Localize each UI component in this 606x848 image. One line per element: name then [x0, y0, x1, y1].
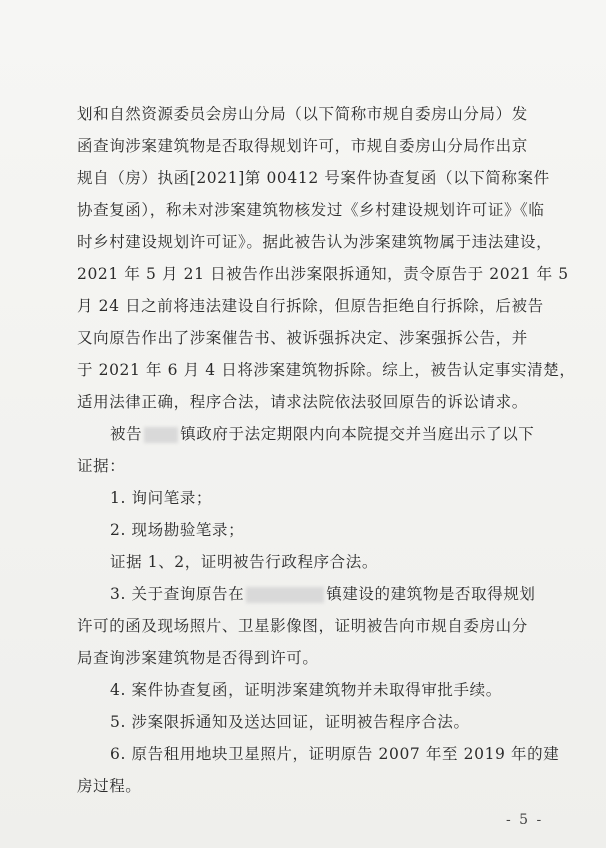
body-line: 2021 年 5 月 21 日被告作出涉案限拆通知，责令原告于 2021 年 5	[77, 265, 569, 283]
redaction-block	[246, 587, 324, 603]
evidence-item-3-suffix: 镇建设的建筑物是否取得规划	[326, 585, 536, 603]
evidence-item: 4. 案件协查复函，证明涉案建筑物并未取得审批手续。	[110, 681, 502, 699]
evidence-intro-suffix: 镇政府于法定期限内向本院提交并当庭出示了以下	[180, 425, 535, 443]
evidence-intro	[110, 424, 534, 444]
body-line: 时乡村建设规划许可证》。据此被告认为涉案建筑物属于违法建设，	[77, 233, 553, 251]
evidence-item: 1. 询问笔录；	[110, 489, 213, 507]
evidence-note: 证据 1、2，证明被告行政程序合法。	[110, 553, 378, 571]
body-line: 适用法律正确，程序合法，请求法院依法驳回原告的诉讼请求。	[77, 393, 528, 411]
page-number: - 5 -	[506, 812, 544, 828]
body-line: 协查复函），称未对涉案建筑物核发过《乡村建设规划许可证》《临	[77, 201, 545, 219]
evidence-item: 6. 原告租用地块卫星照片，证明原告 2007 年至 2019 年的建	[110, 745, 560, 763]
evidence-item-cont: 许可的函及现场照片、卫星影像图，证明被告向市规自委房山分	[77, 617, 528, 635]
body-line: 规自（房）执函[2021]第 00412 号案件协查复函（以下简称案件	[77, 169, 550, 187]
evidence-item	[110, 584, 536, 604]
evidence-item-cont: 局查询涉案建筑物是否得到许可。	[77, 649, 319, 667]
body-line: 又向原告作出了涉案催告书、被诉强拆决定、涉案强拆公告，并	[77, 329, 528, 347]
redaction-block	[144, 427, 178, 443]
evidence-item-cont: 房过程。	[77, 777, 142, 795]
evidence-item-3-prefix: 3. 关于查询原告在	[110, 585, 245, 603]
body-line: 于 2021 年 6 月 4 日将涉案建筑物拆除。综上，被告认定事实清楚，	[77, 361, 576, 379]
evidence-item: 5. 涉案限拆通知及送达回证，证明被告程序合法。	[110, 713, 470, 731]
body-line: 月 24 日之前将违法建设自行拆除，但原告拒绝自行拆除，后被告	[77, 297, 544, 315]
body-line: 划和自然资源委员会房山分局（以下简称市规自委房山分局）发	[77, 105, 528, 123]
evidence-item: 2. 现场勘验笔录；	[110, 521, 245, 539]
evidence-intro-prefix: 被告	[110, 425, 143, 443]
body-line: 函查询涉案建筑物是否取得规划许可，市规自委房山分局作出京	[77, 137, 528, 155]
evidence-intro-cont: 证据：	[77, 457, 126, 475]
